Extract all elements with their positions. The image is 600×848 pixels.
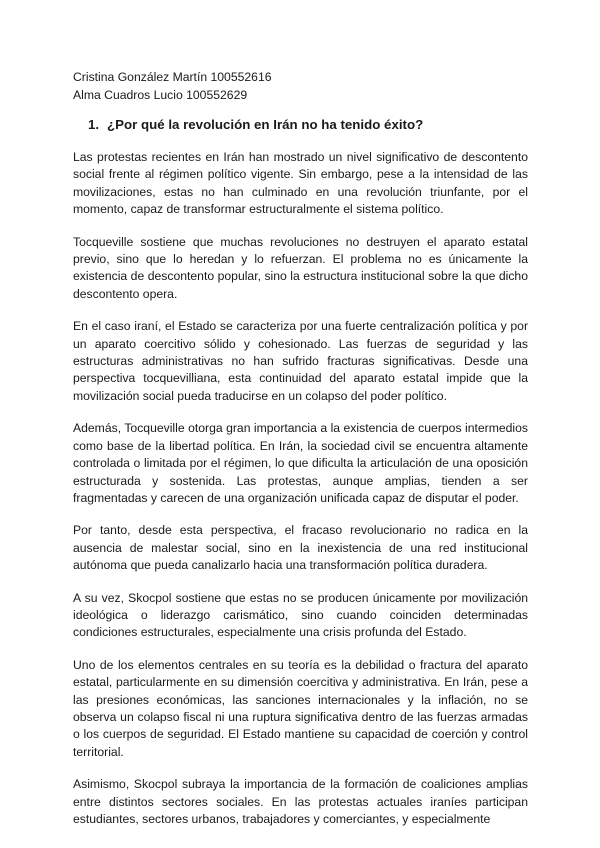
paragraph: Además, Tocqueville otorga gran importancia a la existencia de cuerpos intermedios como base de la libertad política. En Irán, la sociedad civil se encuentra altamente controlada o limitada por el régimen, lo que dificulta la articulación de una oposición estructurada y sostenida. Las protestas, aunque amplias, tienden a ser fragmentadas y carecen de una organización unificada capaz de disputar el poder. bbox=[73, 421, 528, 505]
body-text bbox=[73, 149, 528, 828]
author-line: Cristina González Martín 100552616 bbox=[73, 70, 272, 84]
paragraph: A su vez, Skocpol sostiene que estas no se producen únicamente por movilización ideológica o liderazgo carismático, sino cuando coinciden determinadas condiciones estructurales, especialmente una crisis profunda del Estado. bbox=[73, 590, 528, 640]
paragraph: Tocqueville sostiene que muchas revoluciones no destruyen el aparato estatal previo, sino que lo heredan y lo refuerzan. El problema no es únicamente la existencia de descontento popular, sino la estructura institucional sobre la que dicho descontento opera. bbox=[73, 234, 528, 301]
section-heading bbox=[88, 117, 423, 132]
paragraph: Las protestas recientes en Irán han mostrado un nivel significativo de descontento social frente al régimen político vigente. Sin embargo, pese a la intensidad de las movilizaciones, estas no han culminado en una revolución triunfante, por el momento, capaz de transformar estructuralmente el sistema político. bbox=[73, 150, 528, 217]
author-list bbox=[73, 69, 533, 104]
section-title: ¿Por qué la revolución en Irán no ha tenido éxito? bbox=[107, 117, 424, 132]
paragraph: Uno de los elementos centrales en su teoría es la debilidad o fractura del aparato estatal, particularmente en su dimensión coercitiva y administrativa. En Irán, pese a las presiones económicas, las sanciones internacionales y la inflación, no se observa un colapso fiscal ni una ruptura significativa dentro de las fuerzas armadas o los cuerpos de seguridad. El Estado mantiene su capacidad de coerción y control territorial. bbox=[73, 657, 528, 759]
author-line: Alma Cuadros Lucio 100552629 bbox=[73, 87, 248, 102]
paragraph: Asimismo, Skocpol subraya la importancia de la formación de coaliciones amplias entre distintos sectores sociales. En las protestas actuales iraníes participan estudiantes, sectores urbanos, trabajadores y comerciantes, y especialmente bbox=[73, 777, 528, 826]
paragraph: Por tanto, desde esta perspectiva, el fracaso revolucionario no radica en la ausencia de malestar social, sino en la inexistencia de una red institucional autónoma que pueda canalizarlo hacia una transformación política duradera. bbox=[73, 523, 528, 573]
section-number: 1. bbox=[88, 117, 100, 132]
paragraph: En el caso iraní, el Estado se caracteriza por una fuerte centralización política y por un aparato coercitivo sólido y cohesionado. Las fuerzas de seguridad y las estructuras administrativas no han sufrido fracturas significativas. Desde una perspectiva tocquevilliana, esta continuidad del aparato estatal impide que la movilización social pueda traducirse en un colapso del poder político. bbox=[73, 319, 528, 403]
